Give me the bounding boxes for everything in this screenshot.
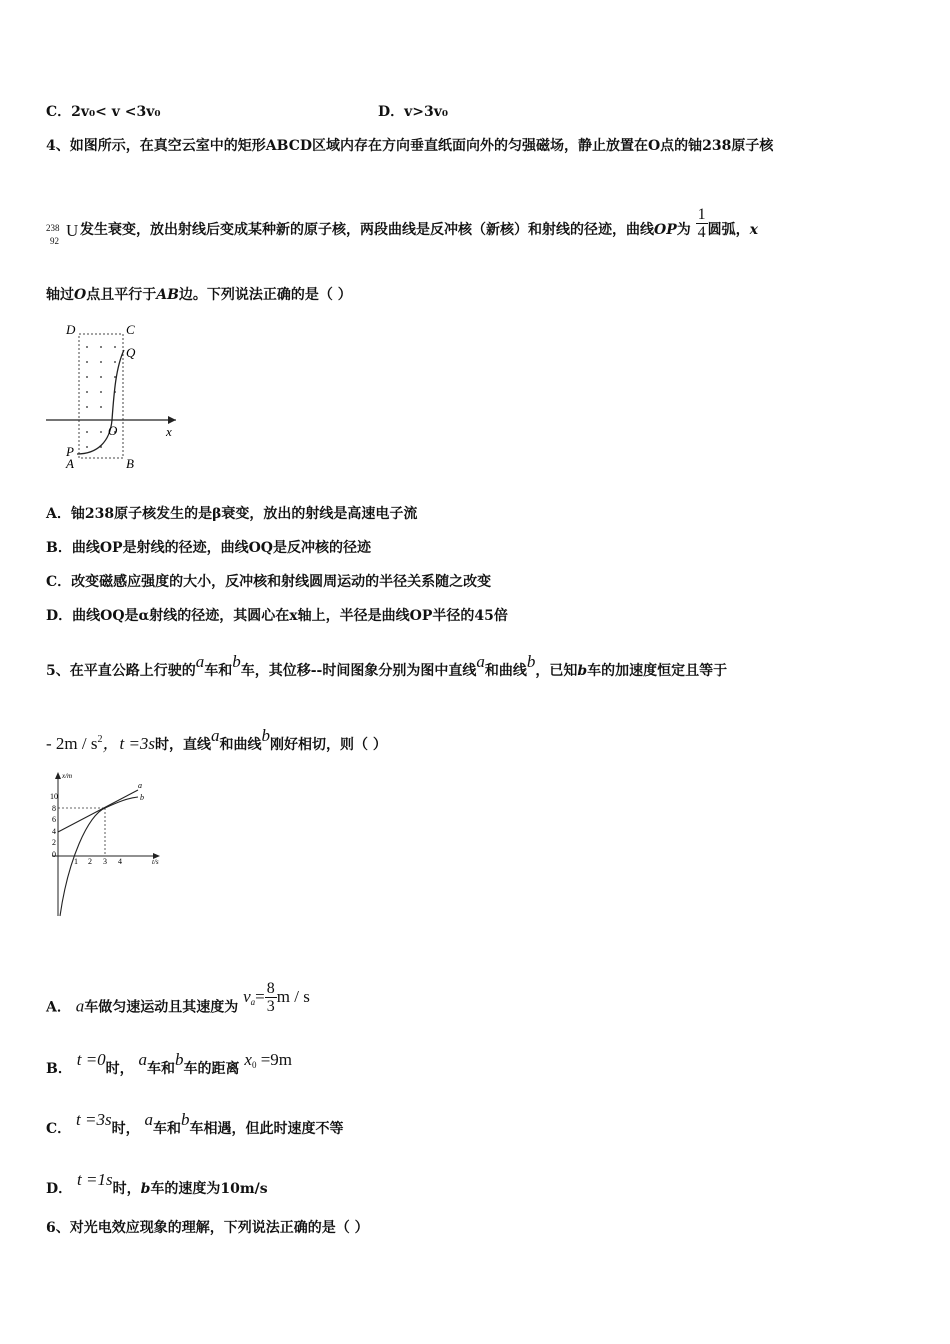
label-o: O bbox=[108, 423, 118, 438]
x-axis-arrow bbox=[168, 416, 176, 424]
q5-option-a bbox=[46, 980, 310, 1018]
time-value: t =1s bbox=[77, 1170, 113, 1189]
var-b-bold: b bbox=[577, 663, 588, 679]
y-tick-0: 0 bbox=[52, 850, 56, 859]
stem-text: 圆弧， bbox=[707, 222, 750, 238]
q5-option-b bbox=[46, 1050, 292, 1079]
label-q: Q bbox=[126, 345, 136, 360]
q4-option-d bbox=[46, 606, 508, 626]
var-b: b bbox=[261, 726, 271, 745]
option-text: 车和 bbox=[147, 1061, 176, 1077]
q4-stem-line-3 bbox=[46, 285, 352, 305]
var-b: b bbox=[140, 1181, 151, 1197]
frac-numerator: 8 bbox=[266, 980, 275, 997]
t-axis-label: t/s bbox=[152, 858, 159, 866]
series-a-label: a bbox=[138, 781, 142, 790]
option-label: D． bbox=[46, 1181, 73, 1197]
label-b: B bbox=[126, 456, 134, 471]
option-label: D． bbox=[46, 608, 73, 624]
time-value: t =0 bbox=[76, 1050, 106, 1069]
stem-text: 点且平行于 bbox=[86, 287, 157, 303]
q5-option-c bbox=[46, 1110, 343, 1139]
uranium-nuclide bbox=[46, 218, 80, 246]
acceleration-value: - 2m / s bbox=[46, 734, 98, 753]
stem-text: 刚好相切，则（ ） bbox=[270, 737, 387, 753]
line-a bbox=[58, 790, 138, 832]
q4-option-b bbox=[46, 538, 371, 558]
x-subscript: 0 bbox=[251, 1060, 257, 1070]
y-tick-4: 4 bbox=[52, 827, 56, 836]
label-x: x bbox=[166, 424, 172, 439]
q5-option-d bbox=[46, 1170, 268, 1199]
o-symbol: O bbox=[74, 287, 87, 303]
stem-text: ，已知 bbox=[535, 663, 578, 679]
y-tick-10: 10 bbox=[50, 792, 58, 801]
series-b-label: b bbox=[140, 793, 144, 802]
option-text: 车相遇，但此时速度不等 bbox=[189, 1121, 344, 1137]
time-value: ，t =3s bbox=[102, 734, 156, 753]
q5-stem-line-1 bbox=[46, 652, 727, 681]
velocity-unit: m / s bbox=[276, 986, 310, 1006]
stem-text: 车的加速度恒定且等于 bbox=[587, 663, 728, 679]
element-symbol: U bbox=[66, 221, 79, 240]
q5-stem-line-2 bbox=[46, 726, 387, 755]
velocity-expression bbox=[243, 980, 310, 1015]
option-text: 时， bbox=[105, 1061, 134, 1077]
q4-option-a bbox=[46, 504, 417, 524]
y-axis-arrow bbox=[55, 772, 61, 779]
t-tick-1: 1 bbox=[74, 857, 78, 866]
time-value: t =3s bbox=[76, 1110, 112, 1129]
option-label: C． bbox=[46, 574, 72, 590]
var-b: b bbox=[175, 1050, 184, 1069]
v-symbol: v bbox=[243, 986, 251, 1006]
quarter-fraction bbox=[696, 206, 708, 241]
option-text: 改变磁感应强度的大小，反冲核和射线圆周运动的半径关系随之改变 bbox=[71, 574, 492, 590]
option-label: B． bbox=[46, 1061, 72, 1077]
y-tick-6: 6 bbox=[52, 815, 56, 824]
curve-op: OP bbox=[654, 222, 677, 238]
option-label: A． bbox=[46, 506, 71, 522]
t-tick-2: 2 bbox=[88, 857, 92, 866]
stem-text: 轴过 bbox=[46, 287, 74, 303]
stem-text: 和曲线 bbox=[484, 663, 527, 679]
option-text: 车做匀速运动且其速度为 bbox=[84, 999, 239, 1016]
var-a: a bbox=[195, 652, 205, 671]
option-text: 铀238原子核发生的是β衰变，放出的射线是高速电子流 bbox=[70, 506, 418, 522]
stem-text: 为 bbox=[676, 222, 691, 238]
var-a: a bbox=[144, 1110, 153, 1129]
mass-number: 238 bbox=[46, 223, 60, 233]
option-text: v>3v₀ bbox=[404, 104, 449, 120]
acceleration-exponent: 2 bbox=[97, 734, 103, 745]
var-a: a bbox=[211, 726, 220, 745]
frac-denominator: 3 bbox=[266, 998, 275, 1015]
option-text: 2v₀< v <3v₀ bbox=[71, 104, 161, 120]
atomic-number: 92 bbox=[50, 236, 59, 246]
var-b: b bbox=[180, 1110, 190, 1129]
q4-figure bbox=[42, 322, 192, 472]
q4-option-c bbox=[46, 572, 491, 592]
q3-option-d bbox=[378, 102, 448, 122]
stem-text: 时，直线 bbox=[155, 737, 212, 753]
option-text: 车和 bbox=[152, 1121, 181, 1137]
y-axis-label: x/m bbox=[62, 772, 73, 780]
option-label: C． bbox=[46, 104, 72, 120]
q6-stem: 6、对光电效应现象的理解，下列说法正确的是（ ） bbox=[46, 1220, 369, 1236]
equals: = bbox=[255, 986, 265, 1006]
velocity-fraction bbox=[265, 980, 277, 1015]
frac-numerator: 1 bbox=[697, 205, 706, 223]
label-p: P bbox=[66, 444, 74, 459]
label-a: A bbox=[66, 456, 74, 471]
label-c: C bbox=[126, 322, 135, 337]
option-text: 车的速度为10m/s bbox=[150, 1181, 268, 1197]
v-subscript: a bbox=[250, 996, 256, 1007]
t-tick-3: 3 bbox=[103, 857, 107, 866]
curve-op bbox=[77, 420, 112, 454]
var-a: a bbox=[75, 996, 85, 1016]
var-b: b bbox=[526, 652, 536, 671]
stem-text: 发生衰变，放出射线后变成某种新的原子核，两段曲线是反冲核（新核）和射线的径迹，曲线 bbox=[80, 222, 654, 238]
option-label: D． bbox=[378, 104, 405, 120]
frac-denominator: 4 bbox=[697, 223, 706, 241]
option-label: B． bbox=[46, 540, 72, 556]
label-d: D bbox=[66, 322, 76, 337]
var-a: a bbox=[476, 652, 485, 671]
option-text: 车的距离 bbox=[183, 1061, 240, 1077]
stem-text: 和曲线 bbox=[219, 737, 262, 753]
stem-text: 车，其位移--时间图象分别为图中直线 bbox=[240, 663, 477, 679]
q4-stem-line-1: 4、如图所示，在真空云室中的矩形ABCD区域内存在方向垂直纸面向外的匀强磁场，静止放置在O点的铀238原子核 bbox=[46, 138, 774, 154]
distance-value: =9m bbox=[256, 1050, 293, 1069]
curve-oq bbox=[112, 350, 124, 420]
field-rectangle bbox=[79, 334, 123, 458]
option-text: 时， bbox=[112, 1181, 141, 1197]
ab-symbol: AB bbox=[156, 287, 179, 303]
stem-text: 5、在平直公路上行驶的 bbox=[46, 663, 196, 679]
x-symbol: x bbox=[244, 1050, 252, 1069]
option-text: 曲线OQ是α射线的径迹，其圆心在x轴上，半径是曲线OP半径的45倍 bbox=[72, 608, 508, 624]
var-a: a bbox=[138, 1050, 148, 1069]
option-label: A． bbox=[46, 999, 71, 1016]
distance-expression bbox=[244, 1050, 293, 1070]
y-tick-2: 2 bbox=[52, 838, 56, 847]
q5-graph bbox=[48, 770, 178, 920]
var-b: b bbox=[232, 652, 241, 671]
x-symbol: x bbox=[749, 222, 758, 238]
option-text: 时， bbox=[111, 1121, 140, 1137]
stem-text: 车和 bbox=[204, 663, 233, 679]
option-text: 曲线OP是射线的径迹，曲线OQ是反冲核的径迹 bbox=[71, 540, 371, 556]
q3-option-c bbox=[46, 102, 161, 122]
stem-text: 边。下列说法正确的是（ ） bbox=[178, 287, 352, 303]
q4-stem-line-2 bbox=[46, 205, 758, 246]
y-tick-8: 8 bbox=[52, 804, 56, 813]
option-label: C． bbox=[46, 1121, 72, 1137]
t-tick-4: 4 bbox=[118, 857, 122, 866]
